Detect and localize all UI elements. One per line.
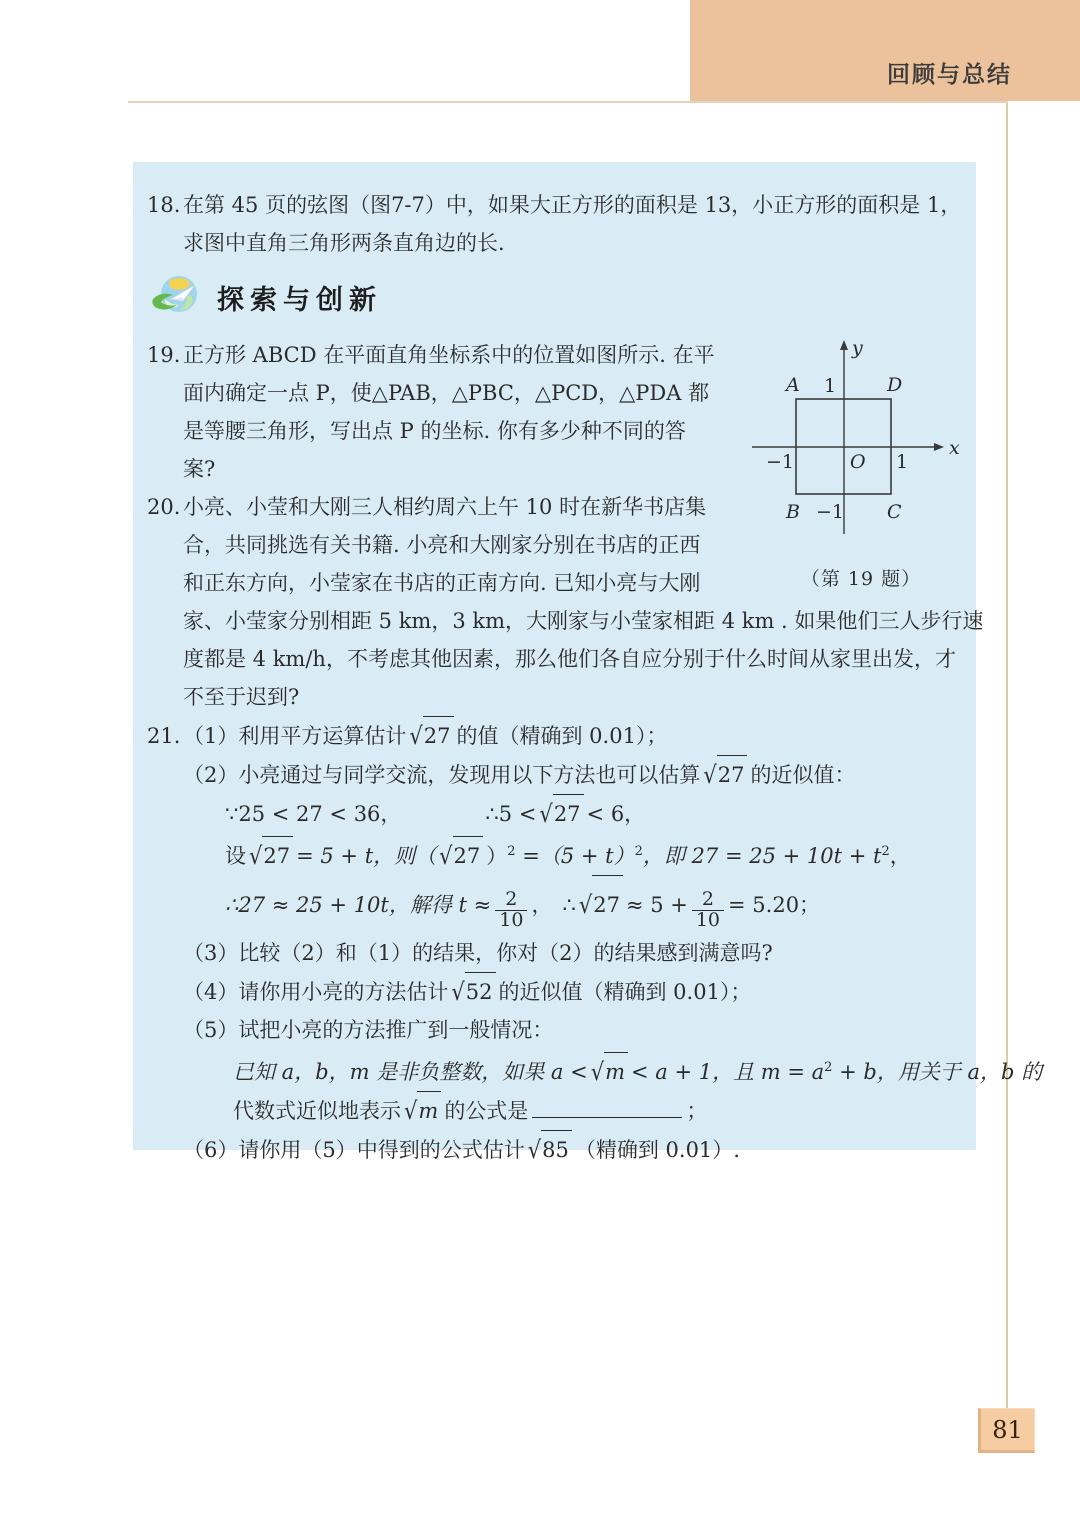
problem-19-text-3: 是等腰三角形，写出点 P 的坐标. 你有多少种不同的答 bbox=[183, 419, 686, 443]
section-title: 探索与创新 bbox=[217, 285, 382, 316]
vertex-A-label: A bbox=[785, 374, 800, 396]
problem-18-line-2 bbox=[183, 224, 948, 262]
vertex-C-label: C bbox=[886, 501, 902, 523]
globe-plane-icon bbox=[151, 269, 203, 333]
problem-21-text: （5）试把小亮的方法推广到一般情况： bbox=[183, 1018, 554, 1042]
problem-20-text-5: 度都是 4 km/h，不考虑其他因素，那么他们各自应分别于什么时间从家里出发，才 bbox=[183, 647, 956, 671]
chapter-banner-title: 回顾与总结 bbox=[887, 62, 1012, 88]
problem-21-number: 21. bbox=[147, 724, 181, 748]
tick-1-right: 1 bbox=[895, 451, 908, 473]
problem-19-text-2: 面内确定一点 P，使△PAB，△PBC，△PCD，△PDA 都 bbox=[183, 381, 710, 405]
tick-minus1-left: −1 bbox=[765, 451, 794, 473]
math-text: + b，用关于 a，b 的 bbox=[832, 1060, 1043, 1084]
problem-21-text: （3）比较（2）和（1）的结果，你对（2）的结果感到满意吗? bbox=[183, 941, 773, 965]
problem-21-text: 的值（精确到 0.01）； bbox=[456, 724, 668, 748]
exponent: 2 bbox=[881, 844, 890, 859]
sqrt-27: √27 bbox=[409, 716, 453, 755]
math-text: 设 bbox=[225, 844, 246, 868]
problem-21-item-1 bbox=[147, 716, 948, 755]
problem-21-text: （1）利用平方运算估计 bbox=[183, 724, 407, 748]
problem-21-derivation-2 bbox=[225, 833, 948, 875]
math-text: ∴27 ≈ 25 + 10t，解得 t ≈ bbox=[225, 893, 492, 917]
vertex-D-label: D bbox=[886, 374, 902, 396]
problem-21-text: （6）请你用（5）中得到的公式估计 bbox=[183, 1138, 525, 1162]
problem-21-item-4 bbox=[183, 972, 948, 1011]
tick-1-top: 1 bbox=[823, 375, 836, 397]
math-text: =（5 + t） bbox=[515, 844, 635, 868]
math-text: 已知 a，b，m 是非负整数，如果 a < bbox=[233, 1060, 588, 1084]
problem-19-text-4: 案? bbox=[183, 457, 216, 481]
chapter-banner bbox=[690, 0, 1080, 101]
problem-20-text-6: 不至于迟到? bbox=[183, 685, 300, 709]
problem-21-text: 的近似值（精确到 0.01）； bbox=[498, 980, 752, 1004]
math-text: = 5.20； bbox=[728, 893, 821, 917]
math-text: < a + 1，且 m = a bbox=[631, 1060, 825, 1084]
sqrt-27: √27 bbox=[579, 875, 623, 934]
problem-21-text: （2）小亮通过与同学交流，发现用以下方法也可以估算 bbox=[183, 763, 701, 787]
problem-21-text: 代数式近似地表示 bbox=[233, 1099, 401, 1123]
problem-20-text-4: 家、小莹家分别相距 5 km，3 km，大刚家与小莹家相距 4 km . 如果他们三人步行速 bbox=[183, 609, 984, 633]
problem-20-line-4 bbox=[183, 602, 984, 640]
y-axis-label: y bbox=[851, 337, 863, 359]
sqrt-27: √27 bbox=[439, 836, 483, 875]
problem-18-text-2: 求图中直角三角形两条直角边的长. bbox=[183, 231, 505, 255]
math-text: = 5 + t，则（ bbox=[296, 844, 437, 868]
problem-20-line-5 bbox=[183, 640, 956, 678]
problem-21-text: 的公式是 bbox=[444, 1099, 529, 1123]
sqrt-m: √m bbox=[591, 1052, 628, 1091]
math-text: ） bbox=[486, 844, 508, 868]
sqrt-27: √27 bbox=[703, 755, 747, 794]
right-margin-line bbox=[1006, 103, 1008, 1408]
problem-20-text-2: 合，共同挑选有关书籍. 小亮和大刚家分别在书店的正西 bbox=[183, 533, 701, 557]
problem-20-number: 20. bbox=[147, 495, 181, 519]
origin-label: O bbox=[849, 451, 866, 473]
problem-21-item-6 bbox=[183, 1130, 948, 1169]
problem-21-derivation-1 bbox=[225, 794, 948, 833]
problem-19-figure bbox=[741, 334, 981, 598]
vertex-B-label: B bbox=[785, 501, 800, 523]
sqrt-52: √52 bbox=[451, 972, 495, 1011]
problem-21-item-5-line-2 bbox=[233, 1091, 948, 1130]
math-text: ， bbox=[531, 893, 553, 917]
problem-18-line-1 bbox=[147, 186, 962, 224]
problem-18-text-1: 在第 45 页的弦图（图7-7）中，如果大正方形的面积是 13，小正方形的面积是 1， bbox=[183, 193, 962, 217]
problem-19-number: 19. bbox=[147, 343, 181, 367]
problem-21-derivation-3 bbox=[225, 875, 948, 934]
problem-18-number: 18. bbox=[147, 193, 181, 217]
math-text: < 6， bbox=[586, 802, 646, 826]
section-header bbox=[151, 272, 948, 330]
fraction-2-10: $\frac{2}{10}$ bbox=[692, 890, 724, 931]
sqrt-85: √85 bbox=[528, 1130, 572, 1169]
exercise-panel bbox=[133, 162, 1043, 1164]
problem-20-text-3: 和正东方向，小莹家在书店的正南方向. 已知小亮与大刚 bbox=[183, 571, 701, 595]
page-number: 81 bbox=[992, 1415, 1023, 1444]
math-text: ，即 27 = 25 + 10t + t bbox=[642, 844, 882, 868]
exponent: 2 bbox=[824, 1060, 833, 1075]
coordinate-plane-figure bbox=[744, 334, 979, 542]
problem-21-item-3 bbox=[183, 934, 948, 972]
sqrt-27: √27 bbox=[539, 794, 583, 833]
problem-21-text: ； bbox=[686, 1099, 708, 1123]
exponent: 2 bbox=[507, 844, 516, 859]
problem-20-text-1: 小亮、小莹和大刚三人相约周六上午 10 时在新华书店集 bbox=[183, 495, 707, 519]
math-text: ， bbox=[889, 844, 911, 868]
problem-21-item-2 bbox=[183, 755, 948, 794]
problem-21-text: 的近似值： bbox=[750, 763, 856, 787]
math-text: ∴5 < bbox=[485, 802, 537, 826]
exponent: 2 bbox=[634, 844, 643, 859]
math-text: ≈ 5 + bbox=[625, 893, 688, 917]
math-text: ∵25 < 27 < 36， bbox=[225, 802, 402, 826]
top-divider-line bbox=[128, 101, 1008, 103]
sqrt-m: √m bbox=[404, 1091, 441, 1130]
sqrt-27: √27 bbox=[249, 836, 293, 875]
figure-caption: （第 19 题） bbox=[800, 568, 922, 590]
problem-19-text-1: 正方形 ABCD 在平面直角坐标系中的位置如图所示. 在平 bbox=[183, 343, 715, 367]
page-number-box bbox=[978, 1408, 1035, 1453]
problem-21-item-5-line-1 bbox=[233, 1049, 1043, 1091]
fraction-2-10: $\frac{2}{10}$ bbox=[495, 890, 527, 931]
problem-21-item-5 bbox=[183, 1011, 948, 1049]
answer-blank bbox=[532, 1117, 682, 1118]
problem-21-text: （精确到 0.01）. bbox=[574, 1138, 740, 1162]
problem-21-text: （4）请你用小亮的方法估计 bbox=[183, 980, 449, 1004]
math-text: ∴ bbox=[562, 893, 576, 917]
x-axis-label: x bbox=[948, 437, 960, 459]
tick-minus1-bottom: −1 bbox=[815, 501, 844, 523]
problem-20-line-6 bbox=[183, 678, 948, 716]
